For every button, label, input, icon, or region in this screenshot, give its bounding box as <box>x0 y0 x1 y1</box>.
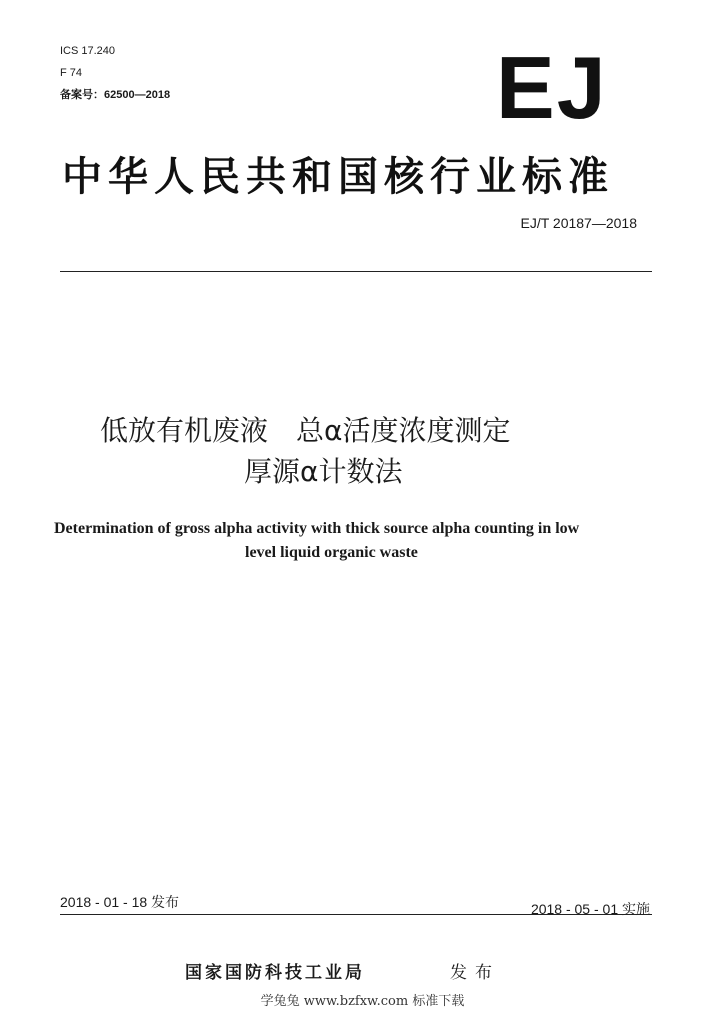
top-divider <box>60 271 652 272</box>
english-title-line-1: Determination of gross alpha activity with thick source alpha counting in low <box>54 520 580 537</box>
chinese-title-line-2: 厚源α计数法 <box>244 455 403 488</box>
publisher-name: 国家国防科技工业局 <box>185 963 365 983</box>
watermark-text: 学兔兔 www.bzfxw.com 标准下载 <box>260 994 465 1009</box>
bottom-divider <box>60 914 652 915</box>
classification-code: F 74 <box>60 67 83 79</box>
english-title-line-2: level liquid organic waste <box>245 544 418 561</box>
ics-code: ICS 17.240 <box>60 45 116 57</box>
publish-label: 发布 <box>450 963 500 983</box>
record-number: 备案号：62500—2018 <box>60 89 171 101</box>
chinese-title-line-1: 低放有机废液 总α活度浓度测定 <box>100 414 511 447</box>
standard-title: 中华人民共和国核行业标准 <box>62 154 614 200</box>
issue-date: 2018 - 01 - 18 发布 <box>60 894 180 910</box>
standard-number: EJ/T 20187—2018 <box>520 215 637 231</box>
ej-logo: EJ <box>496 38 608 137</box>
implementation-date: 2018 - 05 - 01 实施 <box>530 901 650 917</box>
